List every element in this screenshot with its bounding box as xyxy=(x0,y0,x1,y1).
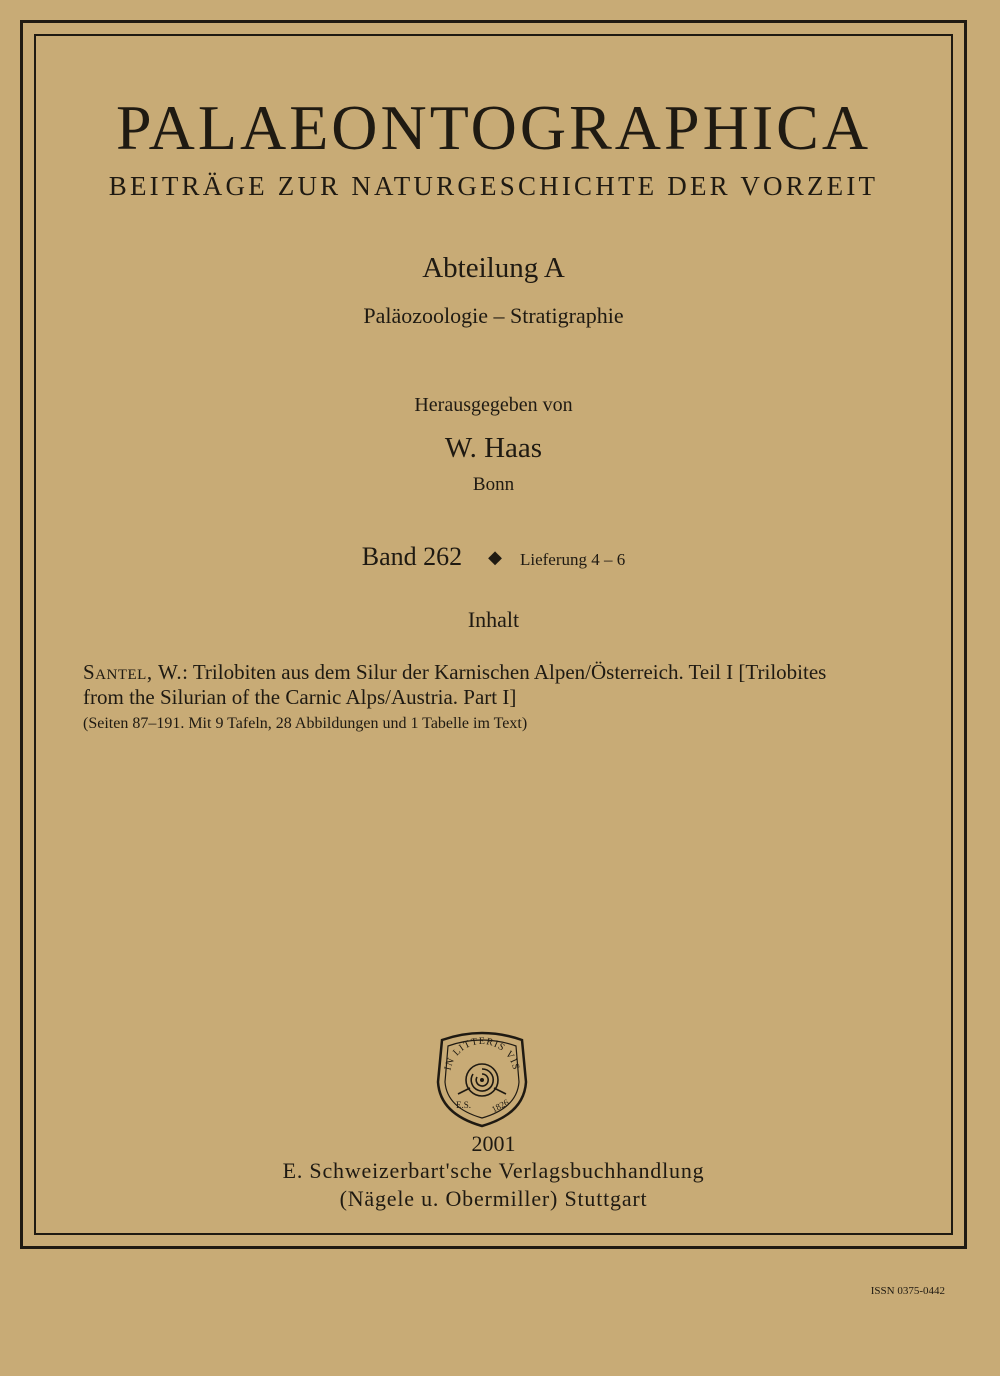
editor-city: Bonn xyxy=(472,474,515,495)
journal-title: PALAEONTOGRAPHICA xyxy=(115,92,872,163)
volume-band: Band 262 xyxy=(361,542,463,571)
editor-name: W. Haas xyxy=(444,432,543,464)
article-title-line-2: from the Silurian of the Carnic Alps/Austria. Part I] xyxy=(83,685,517,709)
publisher-name: E. Schweizerbart'sche Verlagsbuchhandlung xyxy=(282,1158,705,1183)
svg-text:IN LITTERIS VIS xyxy=(443,1036,522,1072)
article-author: Santel, W. xyxy=(83,660,183,684)
article-title-text: : Trilobiten aus dem Silur der Karnischen Alpen/Österreich. Teil I [Trilobites xyxy=(182,660,827,684)
publisher-location: (Nägele u. Obermiller) Stuttgart xyxy=(339,1186,648,1211)
volume-line xyxy=(34,542,953,576)
seal-motto: IN LITTERIS VIS xyxy=(442,1035,522,1072)
editor-label: Herausgegeben von xyxy=(414,394,573,416)
seal-year: 1826 xyxy=(489,1097,511,1115)
volume-lieferung: Lieferung 4 – 6 xyxy=(519,550,626,569)
section-name: Abteilung A xyxy=(422,252,565,284)
article-title-line-1 xyxy=(83,660,903,685)
publisher-seal-icon xyxy=(428,1022,536,1130)
journal-subtitle: BEITRÄGE ZUR NATURGESCHICHTE DER VORZEIT xyxy=(108,171,879,201)
section-subject: Paläozoologie – Stratigraphie xyxy=(363,303,624,328)
article-details: (Seiten 87–191. Mit 9 Tafeln, 28 Abbildungen und 1 Tabelle im Text) xyxy=(83,715,528,732)
seal-initials: E.S. xyxy=(456,1100,472,1110)
contents-heading: Inhalt xyxy=(467,607,520,632)
publication-year: 2001 xyxy=(471,1131,516,1156)
issn: ISSN 0375-0442 xyxy=(870,1285,945,1297)
diamond-icon: ◆ xyxy=(488,547,502,567)
